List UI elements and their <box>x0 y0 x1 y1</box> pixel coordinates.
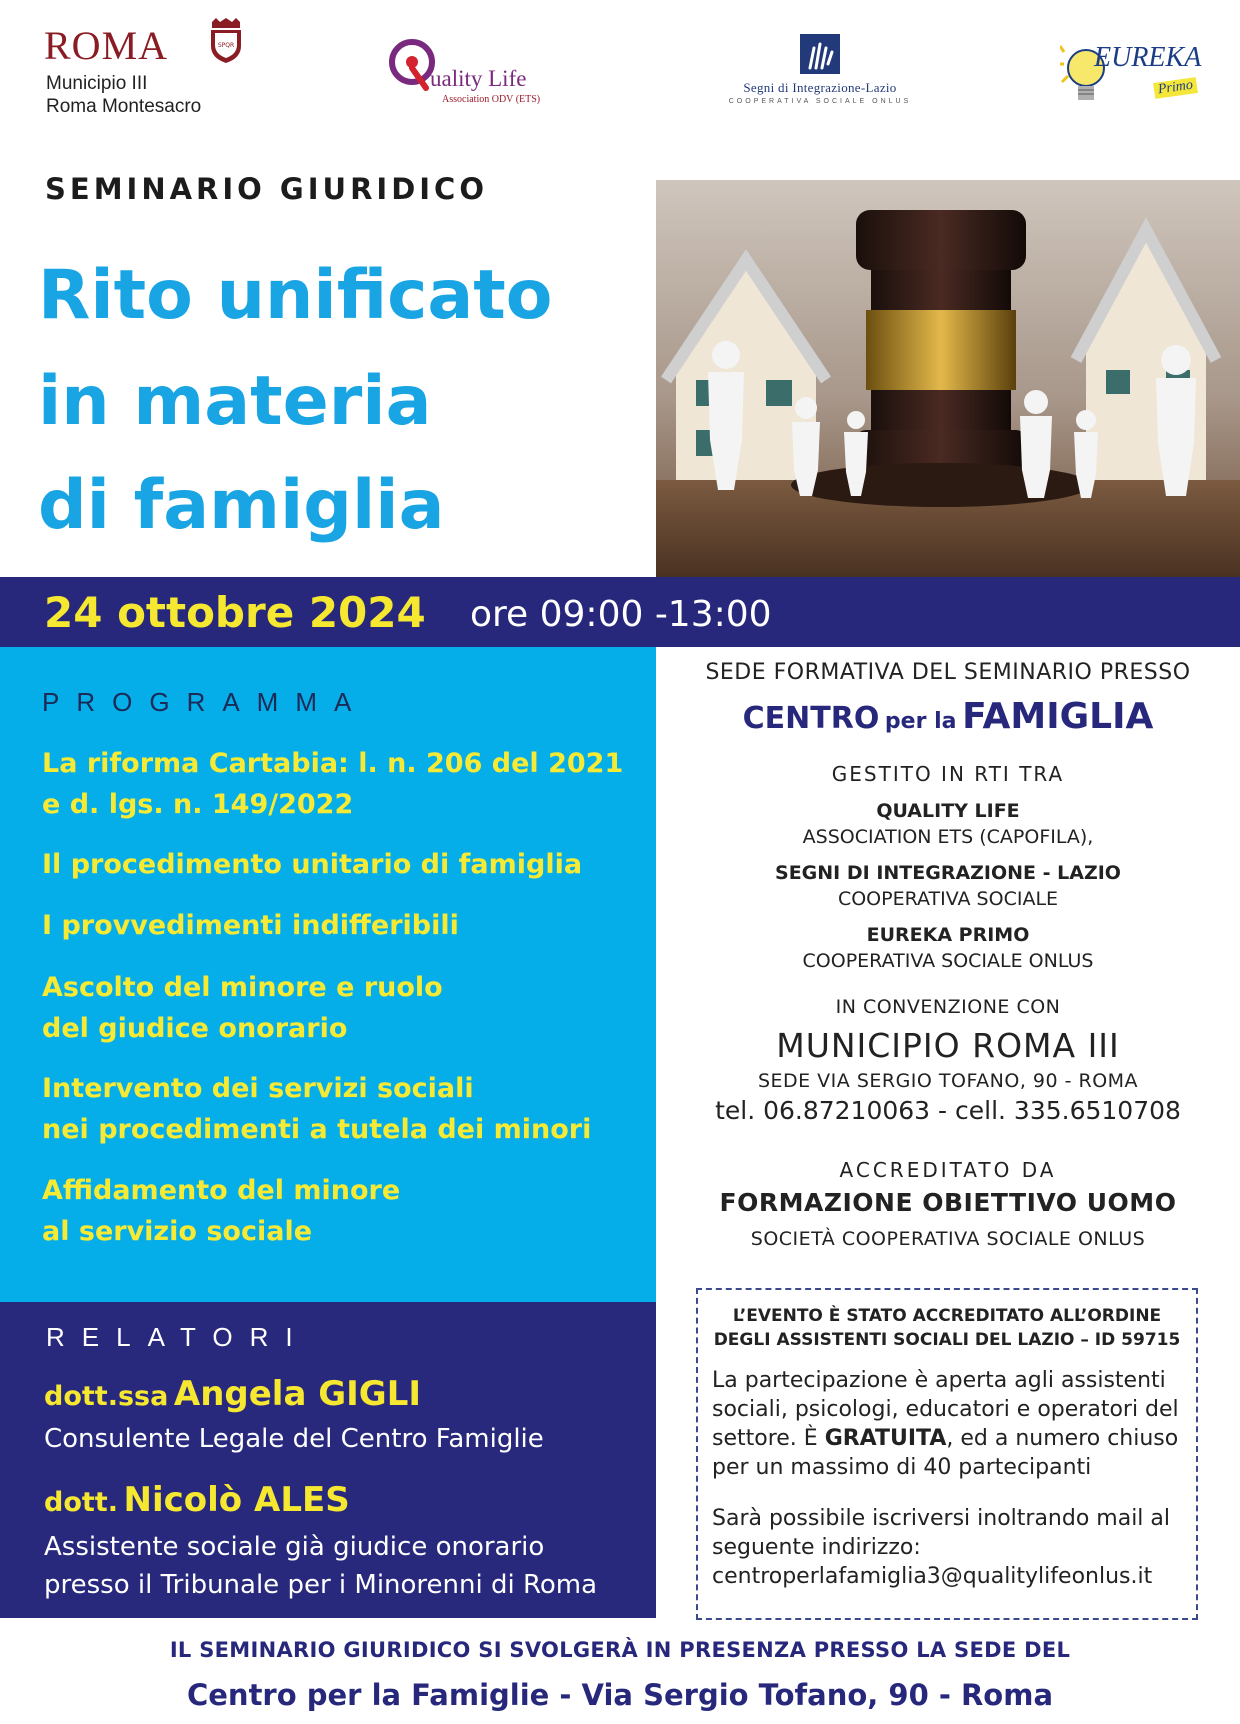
event-time: ore 09:00 -13:00 <box>470 594 772 635</box>
speakers-heading: RELATORI <box>46 1322 310 1352</box>
participation-text: La partecipazione è aperta agli assistenti sociali, psicologi, educatori e operatori del settore. È <box>712 1368 1179 1451</box>
program-heading: PROGRAMMA <box>42 687 369 717</box>
accreditor-desc: SOCIETÀ COOPERATIVA SOCIALE ONLUS <box>750 1228 1146 1250</box>
venue-address: SEDE VIA SERGIO TOFANO, 90 - ROMA <box>757 1070 1139 1092</box>
municipio-name: MUNICIPIO ROMA III <box>776 1026 1120 1065</box>
managed-by-label: GESTITO IN RTI TRA <box>831 762 1065 786</box>
logo-roma-municipio <box>44 18 274 118</box>
title-line-2: in materia <box>38 362 432 441</box>
participation-paragraph <box>712 1366 1192 1482</box>
program-item-line: Intervento dei servizi sociali <box>42 1073 474 1104</box>
centro-word: CENTRO <box>742 701 880 736</box>
quality-life-name: uality Life <box>430 66 527 91</box>
accredited-label: ACCREDITATO DA <box>839 1158 1057 1182</box>
roma-wordmark: ROMA <box>44 23 169 68</box>
footer-notice: IL SEMINARIO GIURIDICO SI SVOLGERÀ IN PRESENZA PRESSO LA SEDE DEL <box>169 1638 1071 1662</box>
speaker-fullname: Angela GIGLI <box>173 1374 422 1414</box>
roma-crest-icon <box>208 18 244 64</box>
accreditation-notice-box <box>696 1288 1198 1620</box>
program-item <box>42 905 642 946</box>
notice-heading <box>698 1304 1196 1352</box>
speaker-fullname: Nicolò ALES <box>123 1480 350 1520</box>
logo-quality-life <box>388 36 578 116</box>
speaker-title: dott. <box>44 1487 118 1518</box>
segni-hands-icon <box>800 34 840 74</box>
program-item-line: Ascolto del minore e ruolo <box>42 972 443 1003</box>
seminar-kicker: SEMINARIO GIURIDICO <box>45 172 488 206</box>
program-item-line: al servizio sociale <box>42 1216 313 1247</box>
segni-name: Segni di Integrazione-Lazio <box>743 80 897 95</box>
speaker-title: dott.ssa <box>44 1381 169 1412</box>
speaker-role <box>44 1528 597 1604</box>
per-la-word: per la <box>884 709 957 734</box>
quality-life-sub: Association ODV (ETS) <box>442 94 541 105</box>
speaker-role <box>44 1420 544 1458</box>
speaker-role-line: Assistente sociale già giudice onorario <box>44 1532 545 1562</box>
event-date: 24 ottobre 2024 <box>44 588 426 637</box>
segni-sub: COOPERATIVA SOCIALE ONLUS <box>728 98 912 105</box>
registration-paragraph <box>712 1504 1192 1591</box>
title-line-1: Rito unificato <box>38 256 553 335</box>
date-bar <box>0 577 1240 647</box>
program-item <box>42 743 642 825</box>
speaker-role-line: presso il Tribunale per i Minorenni di Roma <box>44 1570 598 1600</box>
partner-name: QUALITY LIFE <box>876 800 1020 822</box>
venue-label: SEDE FORMATIVA DEL SEMINARIO PRESSO <box>705 660 1191 685</box>
participation-text-end: , ed a numero chiuso per un massimo di 40 partecipanti <box>712 1426 1179 1480</box>
program-item-line: Affidamento del minore <box>42 1175 401 1206</box>
accreditor-name: FORMAZIONE OBIETTIVO UOMO <box>719 1188 1177 1217</box>
roma-municipio-line: Municipio III <box>46 73 148 94</box>
svg-text:SPQR: SPQR <box>217 42 235 49</box>
program-item-line: La riforma Cartabia: l. n. 206 del 2021 <box>42 748 624 779</box>
program-item <box>42 1170 642 1252</box>
program-item <box>42 1068 642 1150</box>
partner-name: SEGNI DI INTEGRAZIONE - LAZIO <box>775 862 1121 884</box>
speaker-name <box>44 1374 421 1414</box>
logo-segni-integrazione <box>700 34 960 114</box>
speaker-role-line: Consulente Legale del Centro Famiglie <box>44 1424 544 1454</box>
program-item-line: I provvedimenti indifferibili <box>42 910 459 941</box>
notice-heading-line: DEGLI ASSISTENTI SOCIALI DEL LAZIO – ID 59715 <box>713 1330 1181 1350</box>
program-item <box>42 844 642 885</box>
program-item <box>42 967 642 1049</box>
title-line-3: di famiglia <box>38 466 445 545</box>
partner-desc: COOPERATIVA SOCIALE ONLUS <box>802 950 1094 972</box>
convention-label: IN CONVENZIONE CON <box>835 996 1061 1018</box>
speaker-name <box>44 1480 350 1520</box>
eureka-primo-tag: Primo <box>1153 77 1198 99</box>
notice-heading-line: L’EVENTO È STATO ACCREDITATO ALL’ORDINE <box>732 1306 1162 1326</box>
roma-montesacro-line: Roma Montesacro <box>46 96 202 117</box>
hero-illustration <box>656 180 1240 577</box>
program-item-line: e d. lgs. n. 149/2022 <box>42 789 354 820</box>
famiglia-word: FAMIGLIA <box>962 696 1154 737</box>
logo-eureka-primo <box>1060 36 1200 116</box>
registration-email-link[interactable]: centroperlafamiglia3@qualitylifeonlus.it <box>712 1564 1153 1589</box>
partner-name: EUREKA PRIMO <box>866 924 1030 946</box>
program-section <box>0 647 656 1302</box>
registration-text: Sarà possibile iscriversi inoltrando mail al seguente indirizzo: <box>712 1506 1171 1560</box>
eureka-wordmark: EUREKA <box>1094 42 1202 73</box>
footer-address: Centro per la Famiglie - Via Sergio Tofano, 90 - Roma <box>186 1678 1054 1712</box>
hero-gavel-family-photo <box>656 180 1240 577</box>
partner-desc: COOPERATIVA SOCIALE <box>837 888 1059 910</box>
program-item-line: nei procedimenti a tutela dei minori <box>42 1114 592 1145</box>
program-item-line: del giudice onorario <box>42 1013 348 1044</box>
centro-famiglia-name <box>656 696 1240 737</box>
partner-desc: ASSOCIATION ETS (CAPOFILA), <box>802 826 1094 848</box>
free-label: GRATUITA <box>824 1426 947 1451</box>
speakers-section <box>0 1302 656 1618</box>
program-item-line: Il procedimento unitario di famiglia <box>42 849 583 880</box>
venue-phone: tel. 06.87210063 - cell. 335.6510708 <box>715 1096 1181 1125</box>
